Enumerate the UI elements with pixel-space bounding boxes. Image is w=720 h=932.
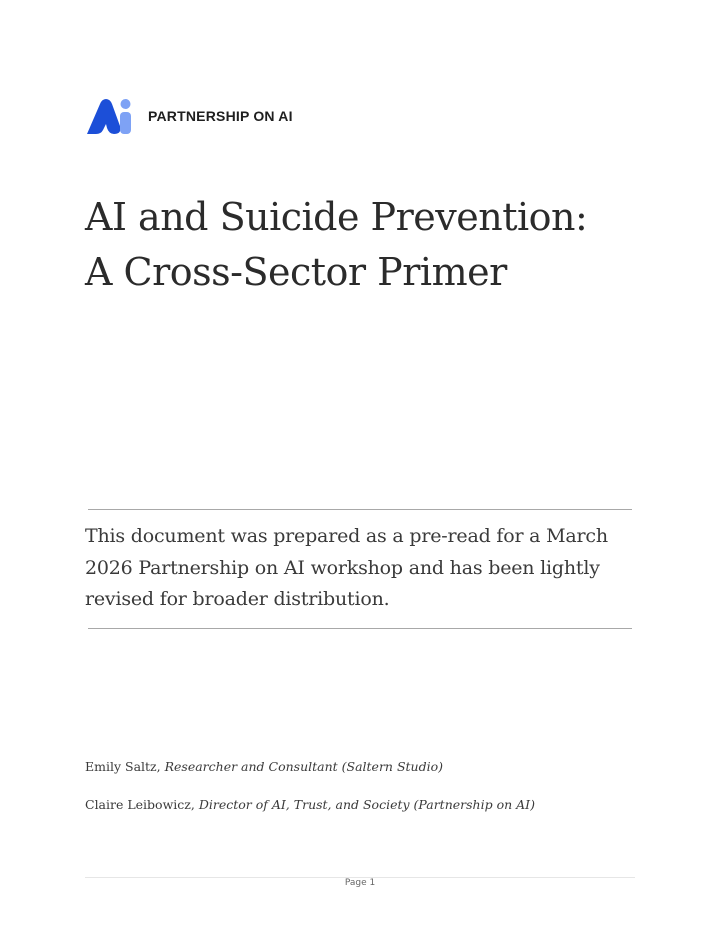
partnership-on-ai-logo-icon: [86, 98, 134, 136]
author-name: Claire Leibowicz,: [85, 797, 195, 812]
author-name: Emily Saltz,: [85, 759, 161, 774]
preread-note: This document was prepared as a pre-read for a March 2026 Partnership on AI workshop and has been lightly revised for broader distribution.: [85, 525, 608, 610]
divider-bottom: [88, 628, 632, 629]
logo: [86, 98, 134, 136]
divider-top: [88, 509, 632, 510]
author-1: [85, 759, 443, 774]
author-2: [85, 797, 535, 812]
page-number: Page 1: [344, 878, 376, 888]
author-role: Researcher and Consultant (Saltern Studio): [164, 759, 443, 774]
document-title: [85, 190, 685, 300]
title-line-1: AI and Suicide Prevention:: [85, 195, 588, 239]
author-role: Director of AI, Trust, and Society (Partnership on AI): [198, 797, 535, 812]
title-line-2: A Cross-Sector Primer: [85, 250, 507, 294]
org-name: PARTNERSHIP ON AI: [148, 108, 293, 124]
